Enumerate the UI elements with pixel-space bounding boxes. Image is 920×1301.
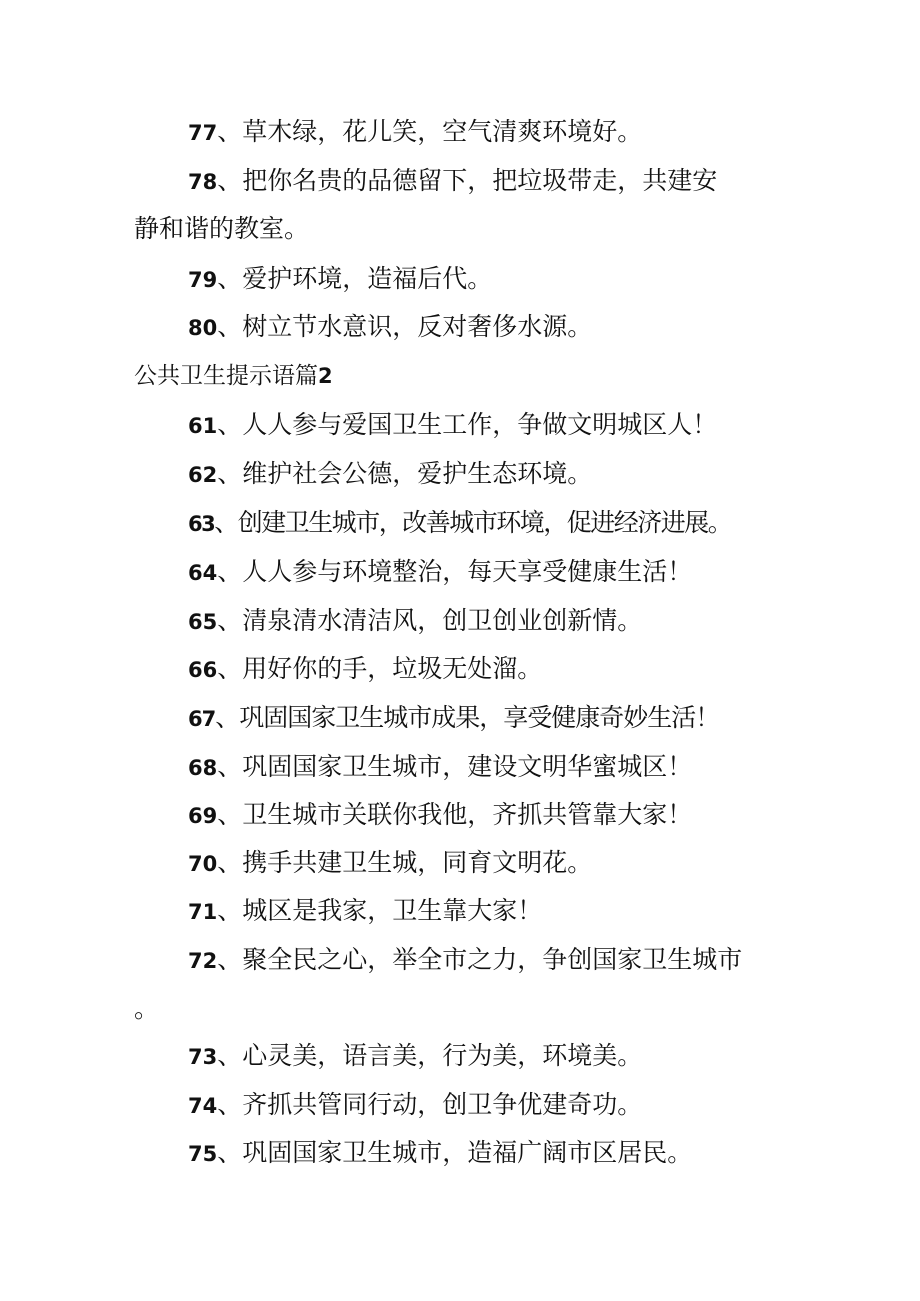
list-item (188, 557, 920, 588)
item-text: 、人人参与爱国卫生工作，争做文明城区人！ (217, 410, 718, 439)
list-item-continuation (134, 994, 920, 1024)
item-number: 70 (188, 852, 218, 876)
item-text: 、创建卫生城市，改善城市环境，促进经济进展。 (214, 508, 732, 537)
item-number: 67 (188, 707, 216, 731)
item-text-continuation: 静和谐的教室。 (134, 214, 310, 243)
list-item (188, 264, 920, 295)
item-text-continuation: 。 (134, 994, 160, 1023)
item-number: 68 (188, 756, 218, 780)
list-item (188, 166, 920, 197)
item-number: 63 (188, 512, 215, 536)
list-item (188, 508, 920, 539)
item-text: 、巩固国家卫生城市成果，享受健康奇妙生活！ (215, 703, 720, 732)
list-item-continuation (134, 214, 920, 244)
item-text: 、卫生城市关联你我他，齐抓共管靠大家！ (217, 800, 693, 829)
item-text: 、巩固国家卫生城市，造福广阔市区居民。 (217, 1138, 693, 1167)
item-text: 、齐抓共管同行动，创卫争优建奇功。 (217, 1090, 643, 1119)
item-number: 78 (188, 170, 218, 194)
heading-text: 公共卫生提示语篇 (134, 363, 318, 389)
item-number: 61 (188, 414, 218, 438)
section-heading (134, 361, 920, 391)
item-text: 、用好你的手，垃圾无处溜。 (217, 654, 543, 683)
item-text: 、城区是我家，卫生靠大家！ (217, 896, 543, 925)
list-item (188, 848, 920, 879)
list-item (188, 703, 920, 734)
item-text: 、爱护环境，造福后代。 (217, 264, 493, 293)
item-number: 66 (188, 658, 218, 682)
list-item (188, 945, 920, 976)
list-item (188, 896, 920, 927)
item-text: 、人人参与环境整治，每天享受健康生活！ (217, 557, 693, 586)
item-text: 、树立节水意识，反对奢侈水源。 (217, 312, 593, 341)
list-item (188, 800, 920, 831)
item-number: 79 (188, 268, 218, 292)
item-number: 75 (188, 1142, 218, 1166)
list-item (188, 1138, 920, 1169)
item-number: 72 (188, 949, 218, 973)
list-item (188, 752, 920, 783)
list-item (188, 459, 920, 490)
item-number: 71 (188, 900, 218, 924)
item-text: 、草木绿，花儿笑，空气清爽环境好。 (217, 117, 643, 146)
item-number: 62 (188, 463, 218, 487)
item-text: 、清泉清水清洁风，创卫创业创新情。 (217, 606, 643, 635)
item-text: 、聚全民之心，举全市之力，争创国家卫生城市 (217, 945, 743, 974)
item-number: 69 (188, 804, 218, 828)
item-number: 65 (188, 610, 218, 634)
list-item (188, 410, 920, 441)
heading-number: 2 (318, 364, 333, 388)
list-item (188, 606, 920, 637)
list-item (188, 117, 920, 148)
list-item (188, 312, 920, 343)
item-text: 、维护社会公德，爱护生态环境。 (217, 459, 593, 488)
list-item (188, 654, 920, 685)
item-number: 64 (188, 561, 218, 585)
item-text: 、携手共建卫生城，同育文明花。 (217, 848, 593, 877)
item-number: 73 (188, 1045, 218, 1069)
item-number: 74 (188, 1094, 218, 1118)
item-number: 80 (188, 316, 218, 340)
item-text: 、巩固国家卫生城市，建设文明华蜜城区！ (217, 752, 693, 781)
item-text: 、心灵美，语言美，行为美，环境美。 (217, 1041, 643, 1070)
list-item (188, 1041, 920, 1072)
item-text: 、把你名贵的品德留下，把垃圾带走，共建安 (217, 166, 718, 195)
list-item (188, 1090, 920, 1121)
item-number: 77 (188, 121, 218, 145)
